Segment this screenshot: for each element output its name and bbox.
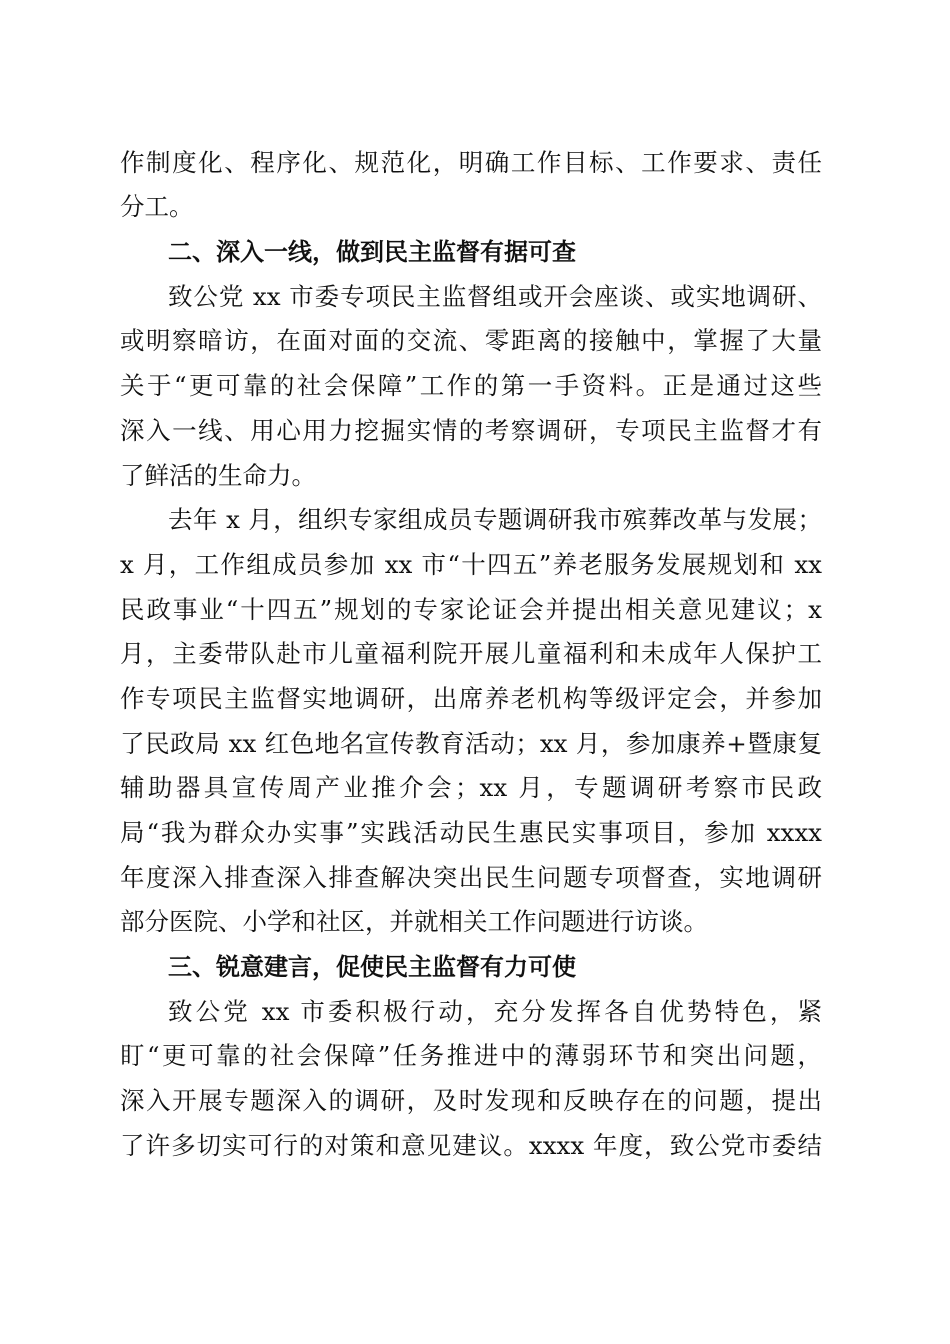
text-line: x 月，工作组成员参加 xx 市“十四五”养老服务发展规划和 xx	[120, 550, 822, 579]
text-line: 了民政局 xx 红色地名宣传教育活动；xx 月，参加康养+暨康复	[120, 729, 822, 758]
text-line: 年度深入排查深入排查解决突出民生问题专项督查，实地调研	[120, 863, 822, 892]
text-line: 部分医院、小学和社区，并就相关工作问题进行访谈。	[120, 907, 708, 936]
text-line: 盯“更可靠的社会保障”任务推进中的薄弱环节和突出问题，	[120, 1041, 822, 1070]
section-heading: 二、深入一线，做到民主监督有据可查	[168, 238, 576, 266]
section-heading: 三、锐意建言，促使民主监督有力可使	[168, 953, 576, 981]
text-line: 关于“更可靠的社会保障”工作的第一手资料。正是通过这些	[120, 371, 822, 400]
text-line: 局“我为群众办实事”实践活动民生惠民实事项目，参加 xxxx	[120, 818, 822, 847]
text-line: 致公党 xx 市委专项民主监督组或开会座谈、或实地调研、	[168, 282, 822, 311]
text-line: 去年 x 月，组织专家组成员专题调研我市殡葬改革与发展；	[168, 505, 822, 534]
text-line: 民政事业“十四五”规划的专家论证会并提出相关意见建议；x	[120, 595, 822, 624]
text-line: 或明察暗访，在面对面的交流、零距离的接触中，掌握了大量	[120, 326, 822, 355]
text-line: 了许多切实可行的对策和意见建议。xxxx 年度，致公党市委结	[120, 1131, 822, 1160]
text-line: 致公党 xx 市委积极行动，充分发挥各自优势特色，紧	[168, 997, 822, 1026]
text-line: 了鲜活的生命力。	[120, 461, 316, 490]
text-line: 深入一线、用心用力挖掘实情的考察调研，专项民主监督才有	[120, 416, 822, 445]
text-line: 月，主委带队赴市儿童福利院开展儿童福利和未成年人保护工	[120, 639, 822, 668]
text-line: 作专项民主监督实地调研，出席养老机构等级评定会，并参加	[120, 684, 822, 713]
text-line: 作制度化、程序化、规范化，明确工作目标、工作要求、责任	[120, 148, 822, 177]
text-line: 辅助器具宣传周产业推介会；xx 月，专题调研考察市民政	[120, 773, 822, 802]
text-line: 分工。	[120, 192, 194, 221]
text-line: 深入开展专题深入的调研，及时发现和反映存在的问题，提出	[120, 1086, 822, 1115]
